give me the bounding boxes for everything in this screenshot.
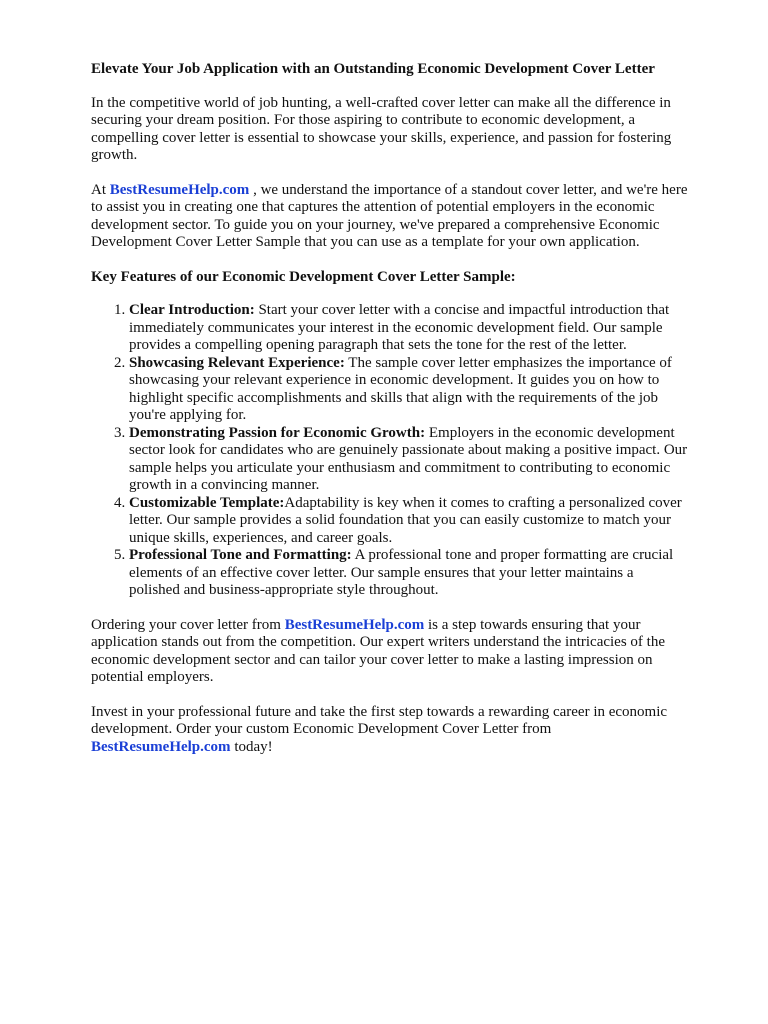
bestresumehelp-link[interactable]: BestResumeHelp.com (91, 738, 231, 755)
feature-item (129, 302, 688, 355)
about-text-before: At (91, 181, 110, 198)
bestresumehelp-link[interactable]: BestResumeHelp.com (284, 616, 425, 633)
feature-title: Demonstrating Passion for Economic Growth: (129, 424, 426, 441)
feature-item (129, 355, 688, 425)
feature-text: Employers in the economic development sector look for candidates who are genuinely passionate about making a positive impact. Our sample helps you articulate your enthusiasm and commitment to contributing to economic growth in a convincing manner. (129, 424, 688, 493)
feature-title: Showcasing Relevant Experience: (129, 354, 345, 371)
feature-text: The sample cover letter emphasizes the importance of showcasing your relevant experience in economic development. It guides you on how to highlight specific accomplishments and skills that align with the requirements of the job you're applying for. (129, 354, 672, 423)
ordering-text-after: is a step towards ensuring that your application stands out from the competition. Our expert writers understand the intricacies of the economic development sector and can tailor your cover letter to make a lasting impression on potential employers. (91, 616, 665, 685)
feature-text: Start your cover letter with a concise and impactful introduction that immediately communicates your interest in the economic development field. Our sample provides a compelling opening paragraph that sets the tone for the rest of the letter. (129, 302, 670, 353)
feature-item (129, 547, 688, 600)
closing-paragraph (91, 704, 688, 757)
intro-paragraph: In the competitive world of job hunting, a well-crafted cover letter can make all the difference in securing your dream position. For those aspiring to contribute to economic development, a compelling cover letter is essential to showcase your skills, experience, and passion for fostering growth. (91, 94, 672, 163)
feature-item (129, 495, 688, 548)
document-title: Elevate Your Job Application with an Outstanding Economic Development Cover Letter (91, 61, 655, 77)
closing-text-after: today! (230, 738, 273, 755)
feature-text: A professional tone and proper formatting are crucial elements of an effective cover letter. Our sample ensures that your letter maintains a polished and business-appropriate style throughout. (129, 547, 674, 598)
about-text-after: , we understand the importance of a standout cover letter, and we're here to assist you in creating one that captures the attention of potential employers in the economic development sector. To guide you on your journey, we've prepared a comprehensive Economic Development Cover Letter Sample that you can use as a template for your own application. (91, 181, 688, 250)
about-paragraph (91, 182, 688, 252)
feature-item (129, 425, 688, 495)
bestresumehelp-link[interactable]: BestResumeHelp.com (109, 181, 250, 198)
feature-title: Clear Introduction: (129, 302, 255, 318)
feature-text: Adaptability is key when it comes to crafting a personalized cover letter. Our sample provides a solid foundation that you can easily customize to match your unique skills, experiences, and career goals. (129, 494, 682, 546)
ordering-text-before: Ordering your cover letter from (91, 616, 285, 633)
feature-title: Customizable Template: (129, 494, 285, 511)
features-list (91, 302, 688, 600)
ordering-paragraph (91, 617, 688, 687)
features-heading: Key Features of our Economic Development Cover Letter Sample: (91, 268, 516, 285)
feature-title: Professional Tone and Formatting: (129, 547, 352, 563)
closing-text-before: Invest in your professional future and take the first step towards a rewarding career in economic development. Order your custom Economic Development Cover Letter from (91, 703, 668, 737)
